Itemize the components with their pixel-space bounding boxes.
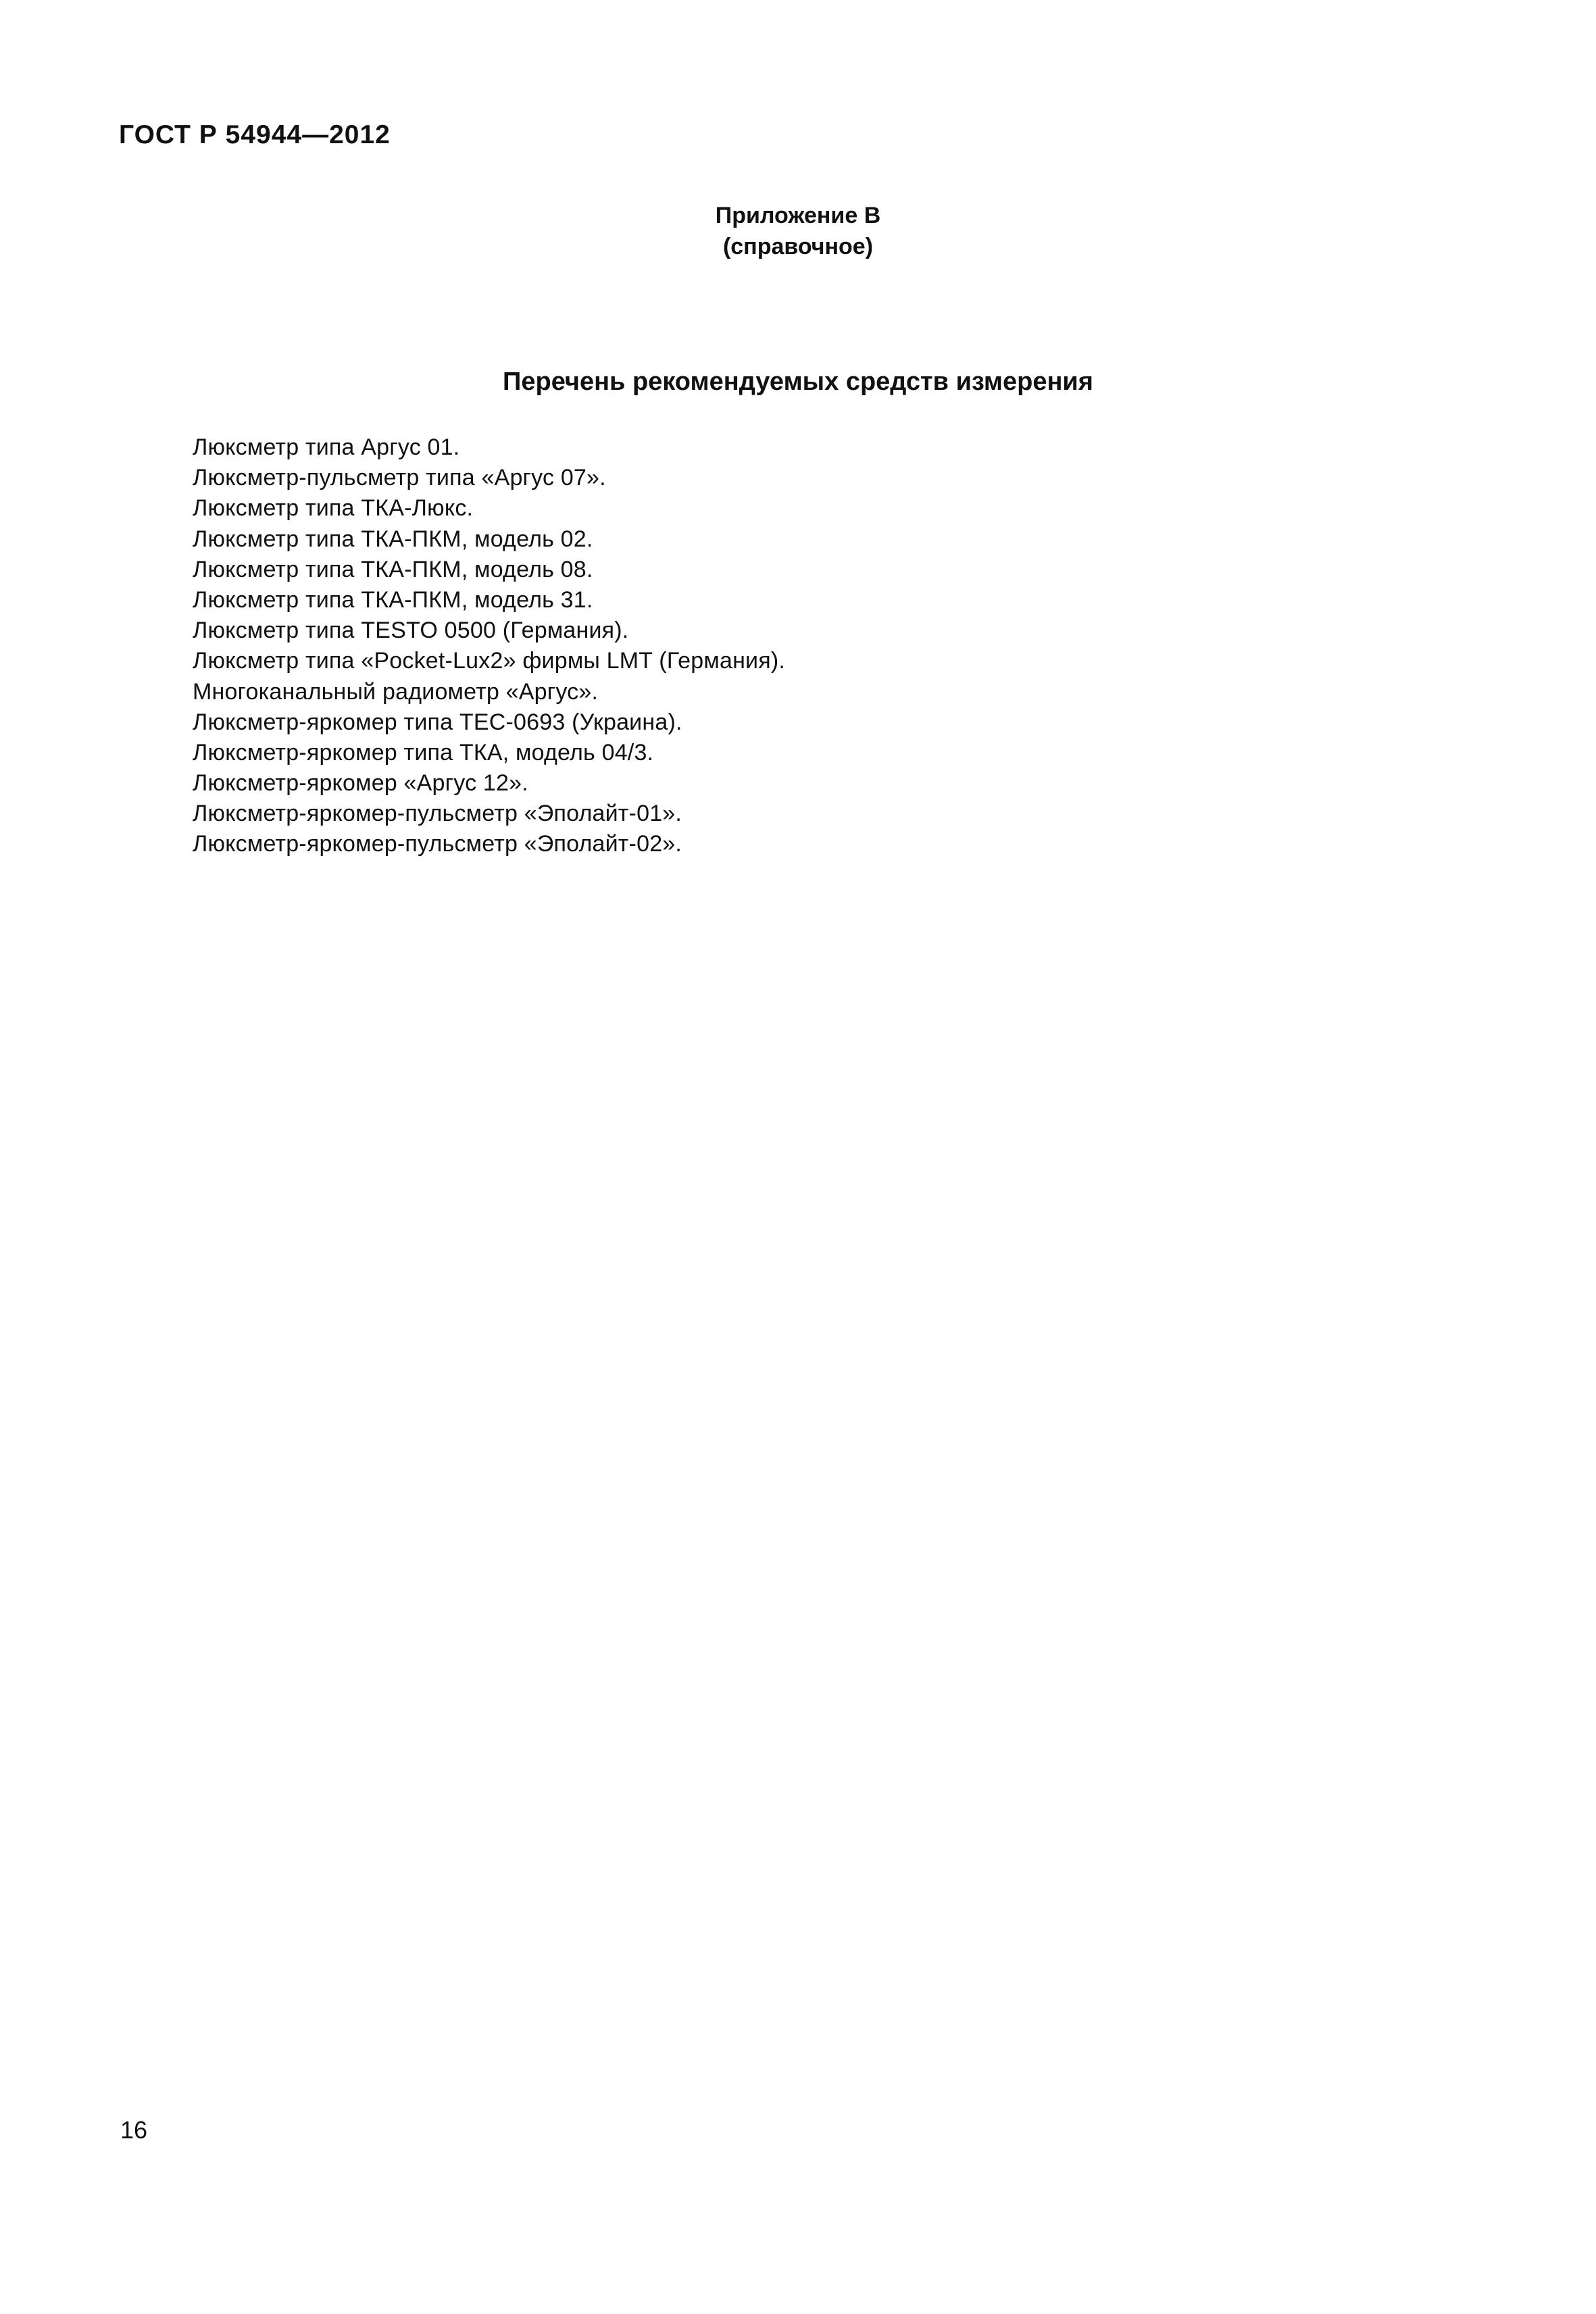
appendix-title: Приложение В xyxy=(715,203,881,228)
list-item: Люксметр-яркомер типа ТЕС-0693 (Украина). xyxy=(193,709,682,735)
list-item: Люксметр-пульсметр типа «Аргус 07». xyxy=(193,465,606,491)
list-item: Люксметр-яркомер «Аргус 12». xyxy=(193,770,528,797)
list-item: Люксметр-яркомер-пульсметр «Эполайт-02». xyxy=(193,831,682,857)
list-item: Люксметр типа TESTO 0500 (Германия). xyxy=(193,618,629,644)
standard-code-header: ГОСТ Р 54944—2012 xyxy=(119,120,391,149)
list-item: Люксметр типа ТКА-Люкс. xyxy=(193,495,474,522)
instrument-list xyxy=(193,432,785,860)
appendix-type: (справочное) xyxy=(722,234,874,259)
list-item: Люксметр-яркомер-пульсметр «Эполайт-01». xyxy=(193,801,682,827)
list-item: Люксметр типа ТКА-ПКМ, модель 08. xyxy=(193,556,593,582)
list-item: Люксметр типа Аргус 01. xyxy=(193,434,460,460)
page-number: 16 xyxy=(120,2116,148,2144)
section-heading-text: Перечень рекомендуемых средств измерения xyxy=(503,368,1093,396)
list-item: Люксметр типа ТКА-ПКМ, модель 31. xyxy=(193,586,593,613)
list-item: Люксметр типа «Pocket-Lux2» фирмы LMT (Германия). xyxy=(193,648,786,674)
list-item: Многоканальный радиометр «Аргус». xyxy=(193,678,599,705)
list-item: Люксметр-яркомер типа ТКА, модель 04/3. xyxy=(193,739,654,765)
section-heading xyxy=(0,368,1596,397)
list-item: Люксметр типа ТКА-ПКМ, модель 02. xyxy=(193,526,593,552)
